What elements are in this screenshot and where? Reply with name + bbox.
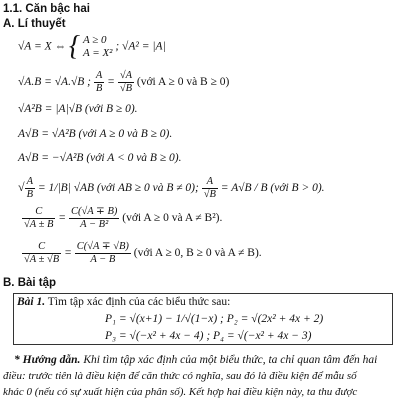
section-heading-a: A. Lí thuyết — [3, 18, 66, 30]
rule-2-rhs-num: √A — [119, 70, 132, 81]
rule-8-lhs-num: C — [22, 241, 61, 254]
rule-1-right: ; √A² = |A| — [115, 40, 166, 53]
rule-1-case-1: A ≥ 0 — [83, 34, 107, 46]
rule-8-rhs-den: A − B — [90, 254, 116, 265]
rule-8-rhs-num: C(√A ∓ √B) — [76, 241, 129, 252]
rule-1-cases — [83, 34, 112, 60]
rule-5: A√B = −√A²B (với A < 0 và B ≥ 0). — [18, 152, 182, 164]
guide-line-2: điều: trước tiên là điều kiện để căn thức có nghĩa, sau đó là điều kiện để mẫu số — [3, 370, 357, 382]
section-heading-b: B. Bài tập — [3, 277, 57, 289]
section-heading-1-1: 1.1. Căn bậc hai — [3, 3, 90, 15]
rule-8-lhs — [22, 241, 61, 266]
rule-8-rhs — [75, 241, 131, 266]
brace-icon: { — [68, 31, 81, 62]
rule-2-rhs-den: √B — [119, 83, 132, 94]
rule-1 — [18, 31, 166, 62]
sqrt-icon: √ — [18, 180, 25, 195]
rule-2-fraction-lhs — [94, 70, 104, 95]
rule-3: √A²B = |A|√B (với B ≥ 0). — [18, 103, 138, 115]
rule-8-lhs-den: √A ± √B — [24, 254, 60, 265]
rule-6-middle: = 1/|B| √AB (với AB ≥ 0 và B ≠ 0); — [37, 182, 199, 195]
rule-2-product: √A.B = √A.√B ; — [18, 76, 91, 89]
rule-6-fraction: $\frac{A}{B}$ — [26, 176, 34, 200]
rule-2: √A.B = √A.√B ; $\frac{A}{B}$ = $\frac{√A}{√B}$ (với A ≥ 0 và B ≥ 0) — [18, 70, 230, 94]
rule-7-lhs — [22, 206, 55, 231]
guide-line-1 — [14, 354, 377, 366]
rule-2-lhs-num: A — [95, 70, 103, 81]
exercise-p1-p2: P₁ = √(x+1) − 1/√(1−x) ; P₂ = √(2x² + 4x + 2) — [105, 313, 324, 325]
rule-6 — [18, 176, 325, 201]
guide-text-1: Khi tìm tập xác định của một biểu thức, ta chỉ quan tâm đến hai — [83, 354, 378, 366]
rule-1-left: √A = X ⇔ — [18, 40, 67, 53]
rule-7-rhs-num: C(√A ∓ B) — [70, 206, 118, 217]
guide-label: * Hướng dẫn. — [14, 354, 81, 366]
rule-1-case-2: A = X² — [83, 47, 113, 59]
rule-7-lhs-den: √A ± B — [24, 219, 54, 230]
rule-2-lhs-den: B — [95, 83, 103, 94]
rule-7-condition: (với A ≥ 0 và A ≠ B²). — [122, 212, 223, 225]
rule-8: $\frac{C}{√A \pm √B}$ = $\frac{C(√A \mp √B)}{A - B}$ (với A ≥ 0, B ≥ 0 và A ≠ B). — [24, 241, 262, 265]
rule-8-condition: (với A ≥ 0, B ≥ 0 và A ≠ B). — [133, 247, 262, 260]
rule-6-right: = A√B / B (với B > 0). — [220, 182, 325, 195]
rule-2-condition: (với A ≥ 0 và B ≥ 0) — [136, 76, 230, 89]
guide-line-3: khác 0 (nếu có sự xuất hiện của phân số). Kết hợp hai điều kiện này, ta thu được — [3, 386, 358, 398]
rule-7-rhs — [69, 206, 119, 231]
exercise-p3-p4: P₃ = √(−x² + 4x − 4) ; P₄ = √(−x² + 4x − 3) — [105, 330, 312, 342]
rule-4: A√B = √A²B (với A ≥ 0 và B ≥ 0). — [18, 128, 173, 140]
exercise-label: Bài 1. — [17, 296, 46, 308]
rule-7: $\frac{C}{√A \pm B}$ = $\frac{C(√A \mp B)}{\text{A − B²}}$ (với A ≥ 0 và A ≠ B²). — [24, 206, 223, 230]
rule-7-rhs-den: A − B² — [80, 219, 109, 230]
rule-2-fraction-rhs — [118, 70, 134, 95]
exercise-text: Tìm tập xác định của các biểu thức sau: — [47, 296, 231, 308]
rule-6-fraction-2: $\frac{A}{√B}$ — [203, 176, 216, 200]
rule-7-lhs-num: C — [22, 206, 55, 219]
exercise-prompt — [17, 296, 230, 308]
